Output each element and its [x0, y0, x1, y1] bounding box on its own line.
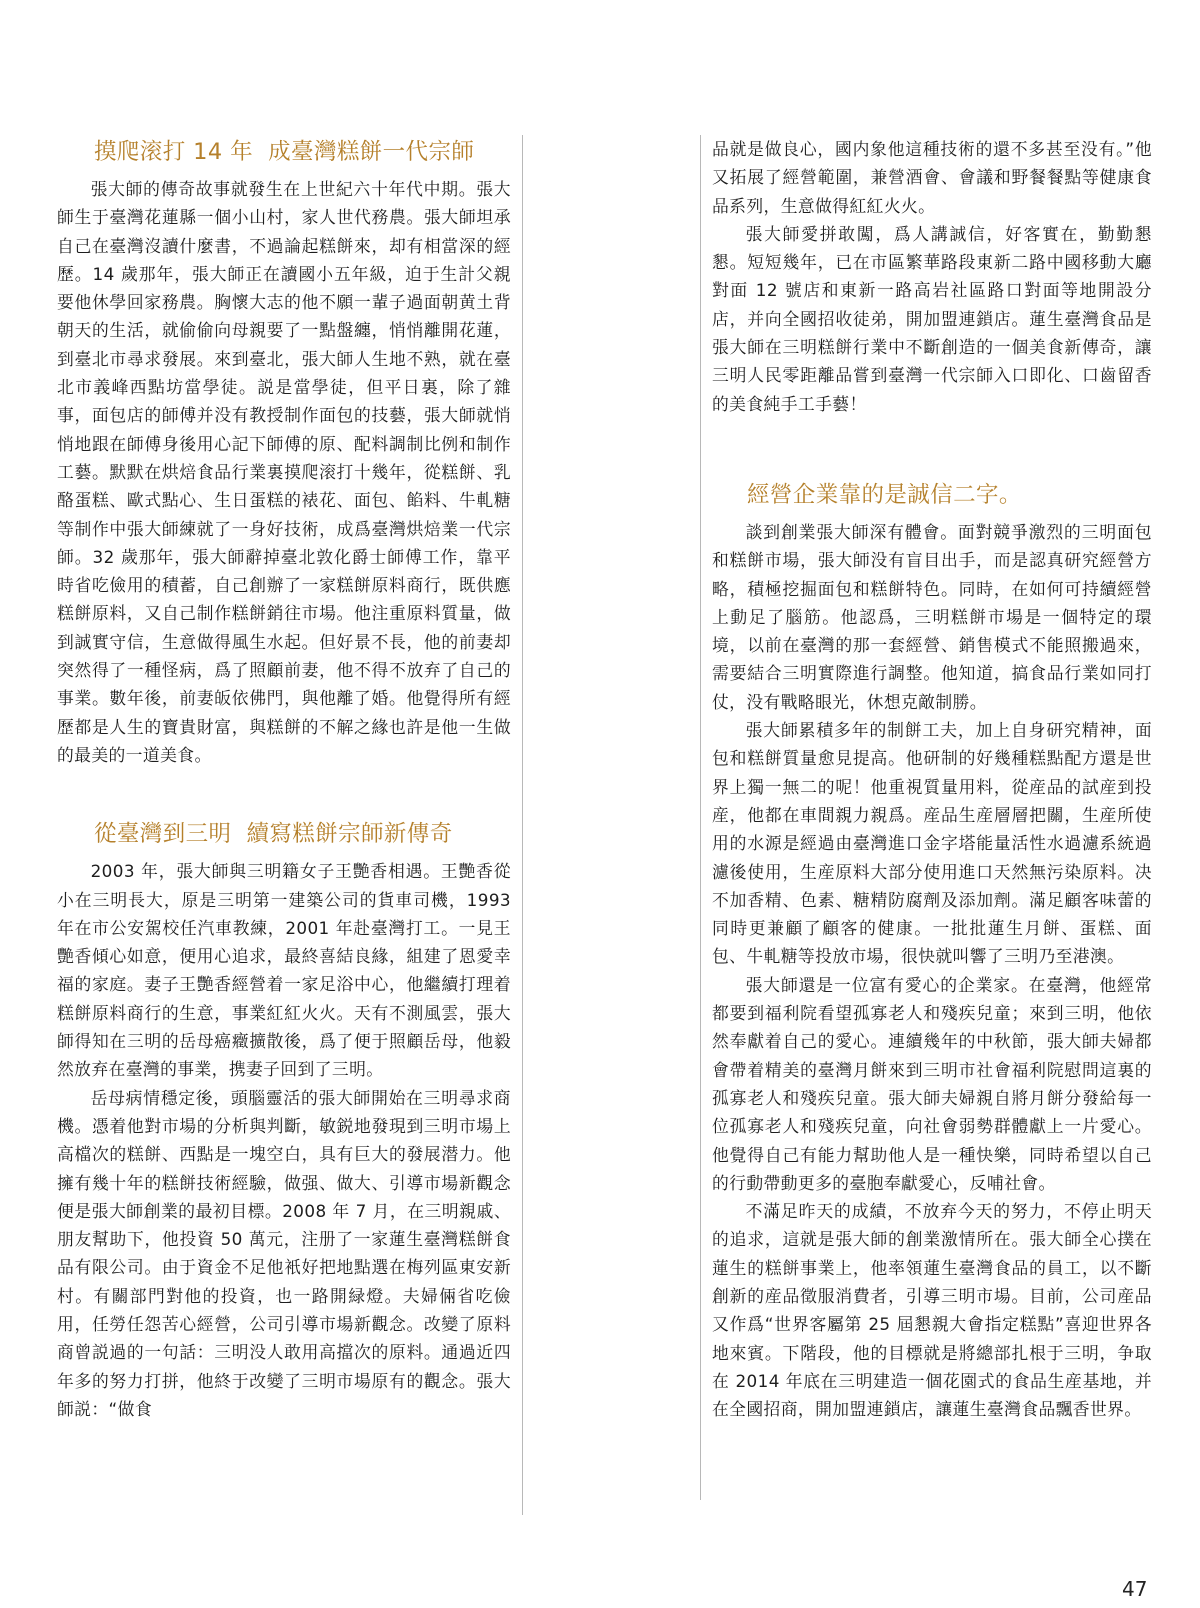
paragraph: 張大師愛拼敢闖，爲人講誠信，好客實在，勤勤懇懇。短短幾年，已在市區繁華路段東新二路中國移動大廳對面 12 號店和東新一路高岩社區路口對面等地開設分店，并向全國招收徒弟，開加盟連鎖店。蓮生臺灣食品是張大師在三明糕餅行業中不斷創造的一個美食新傳奇，讓三明人民零距離品嘗到臺灣一代宗師入口即化、口齒留香的美食純手工手藝！ — [712, 223, 1152, 414]
paragraph: 張大師的傳奇故事就發生在上世紀六十年代中期。張大師生于臺灣花蓮縣一個小山村，家人世代務農。張大師坦承自己在臺灣沒讀什麼書，不過論起糕餅來，却有相當深的經歷。14 歲那年，張大師正在讀國小五年級，迫于生計父親要他休學回家務農。胸懷大志的他不願一輩子過面朝黄土背朝天的生活，就偷偷向母親要了一點盤纏，悄悄離開花蓮，到臺北市尋求發展。來到臺北，張大師人生地不熟，就在臺北市義峰西點坊當學徒。説是當學徒，但平日裏，除了雜事，面包店的師傅并没有教授制作面包的技藝，張大師就悄悄地跟在師傅身後用心記下師傅的原、配料調制比例和制作工藝。默默在烘焙食品行業裏摸爬滚打十幾年，從糕餅、乳酪蛋糕、歐式點心、生日蛋糕的裱花、面包、餡料、牛軋糖等制作中張大師練就了一身好技術，成爲臺灣烘焙業一代宗師。32 歲那年，張大師辭掉臺北敦化爵士師傅工作，靠平時省吃儉用的積蓄，自己創辦了一家糕餅原料商行，既供應糕餅原料，又自己制作糕餅銷往市場。他注重原料質量，做到誠實守信，生意做得風生水起。但好景不長，他的前妻却突然得了一種怪病，爲了照顧前妻，他不得不放弃了自己的事業。數年後，前妻皈依佛門，與他離了婚。他覺得所有經歷都是人生的寶貴財富，與糕餅的不解之緣也許是他一生做的最美的一道美食。 — [57, 179, 511, 765]
paragraph-continuation: 品就是做良心，國内象他這種技術的還不多甚至没有。”他又拓展了經營範圍，兼營酒會、會議和野餐餐點等健康食品系列，生意做得紅紅火火。 — [712, 139, 1152, 216]
paragraph: 談到創業張大師深有體會。面對競爭激烈的三明面包和糕餅市場，張大師没有盲目出手，而是認真研究經營方略，積極挖掘面包和糕餅特色。同時，在如何可持續經營上動足了腦筋。他認爲，三明糕餅市場是一個特定的環境，以前在臺灣的那一套經營、銷售模式不能照搬過來，需要結合三明實際進行調整。他知道，搞食品行業如同打仗，没有戰略眼光，休想克敵制勝。 — [712, 521, 1152, 712]
paragraph: 2003 年，張大師與三明籍女子王艷香相遇。王艷香從小在三明長大，原是三明第一建築公司的貨車司機，1993 年在市公安駕校任汽車教練，2001 年赴臺灣打工。一見王艷香傾心如意，便用心追求，最終喜結良緣，組建了恩愛幸福的家庭。妻子王艷香經營着一家足浴中心，他繼續打理着糕餅原料商行的生意，事業紅紅火火。天有不測風雲，張大師得知在三明的岳母癌癥擴散後，爲了便于照顧岳母，他毅然放弃在臺灣的事業，携妻子回到了三明。 — [57, 861, 511, 1080]
section-spacer — [57, 769, 511, 817]
section-heading-1: 摸爬滚打 14 年 成臺灣糕餅一代宗師 — [94, 139, 475, 165]
section-spacer — [712, 418, 1152, 478]
section-heading-3: 經營企業靠的是誠信二字。 — [747, 481, 1022, 508]
page-number: 47 — [1122, 1577, 1148, 1601]
section-heading-2: 從臺灣到三明 續寫糕餅宗師新傳奇 — [94, 821, 453, 848]
right-column — [712, 135, 1152, 1423]
column-divider-left — [522, 135, 523, 1515]
paragraph: 張大師累積多年的制餅工夫，加上自身研究精神，面包和糕餅質量愈見提高。他研制的好幾種糕點配方還是世界上獨一無二的呢！他重視質量用料，從産品的試産到投産，他都在車間親力親爲。産品生産層層把關，生産所使用的水源是經過由臺灣進口金字塔能量活性水過濾系統過濾後使用，生産原料大部分使用進口天然無污染原料。决不加香精、色素、糖精防腐劑及添加劑。滿足顧客味蕾的同時更兼顧了顧客的健康。一批批蓮生月餅、蛋糕、面包、牛軋糖等投放市場，很快就叫響了三明乃至港澳。 — [712, 720, 1152, 967]
paragraph: 不滿足昨天的成績，不放弃今天的努力，不停止明天的追求，這就是張大師的創業激情所在。張大師全心撲在蓮生的糕餅事業上，他率領蓮生臺灣食品的員工，以不斷創新的産品徵服消費者，引導三明市場。目前，公司産品又作爲“世界客屬第 25 屆懇親大會指定糕點”喜迎世界各地來賓。下階段，他的目標就是將總部扎根于三明，争取在 2014 年底在三明建造一個花園式的食品生産基地，并在全國招商，開加盟連鎖店，讓蓮生臺灣食品飄香世界。 — [712, 1201, 1152, 1420]
paragraph: 張大師還是一位富有愛心的企業家。在臺灣，他經常都要到福利院看望孤寡老人和殘疾兒童；來到三明，他依然奉獻着自己的愛心。連續幾年的中秋節，張大師夫婦都會帶着精美的臺灣月餅來到三明市社會福利院慰問這裏的孤寡老人和殘疾兒童。張大師夫婦親自將月餅分發給每一位孤寡老人和殘疾兒童，向社會弱勢群體獻上一片愛心。他覺得自己有能力幫助他人是一種快樂，同時希望以自己的行動帶動更多的臺胞奉獻愛心，反哺社會。 — [712, 974, 1152, 1193]
left-column — [57, 135, 511, 1423]
paragraph: 岳母病情穩定後，頭腦靈活的張大師開始在三明尋求商機。憑着他對市場的分析與判斷，敏鋭地發現到三明市場上高檔次的糕餅、西點是一塊空白，具有巨大的發展潜力。他擁有幾十年的糕餅技術經驗，做强、做大、引導市場新觀念便是張大師創業的最初目標。2008 年 7 月，在三明親戚、朋友幫助下，他投資 50 萬元，注册了一家蓮生臺灣糕餅食品有限公司。由于資金不足他衹好把地點選在梅列區東安新村。有關部門對他的投資，也一路開緑燈。夫婦倆省吃儉用，任勞任怨苦心經營，公司引導市場新觀念。改變了原料商曾説過的一句話：三明没人敢用高擋次的原料。通過近四年多的努力打拼，他終于改變了三明市場原有的觀念。張大師説：“做食 — [57, 1087, 511, 1419]
column-divider-right — [700, 135, 701, 1500]
